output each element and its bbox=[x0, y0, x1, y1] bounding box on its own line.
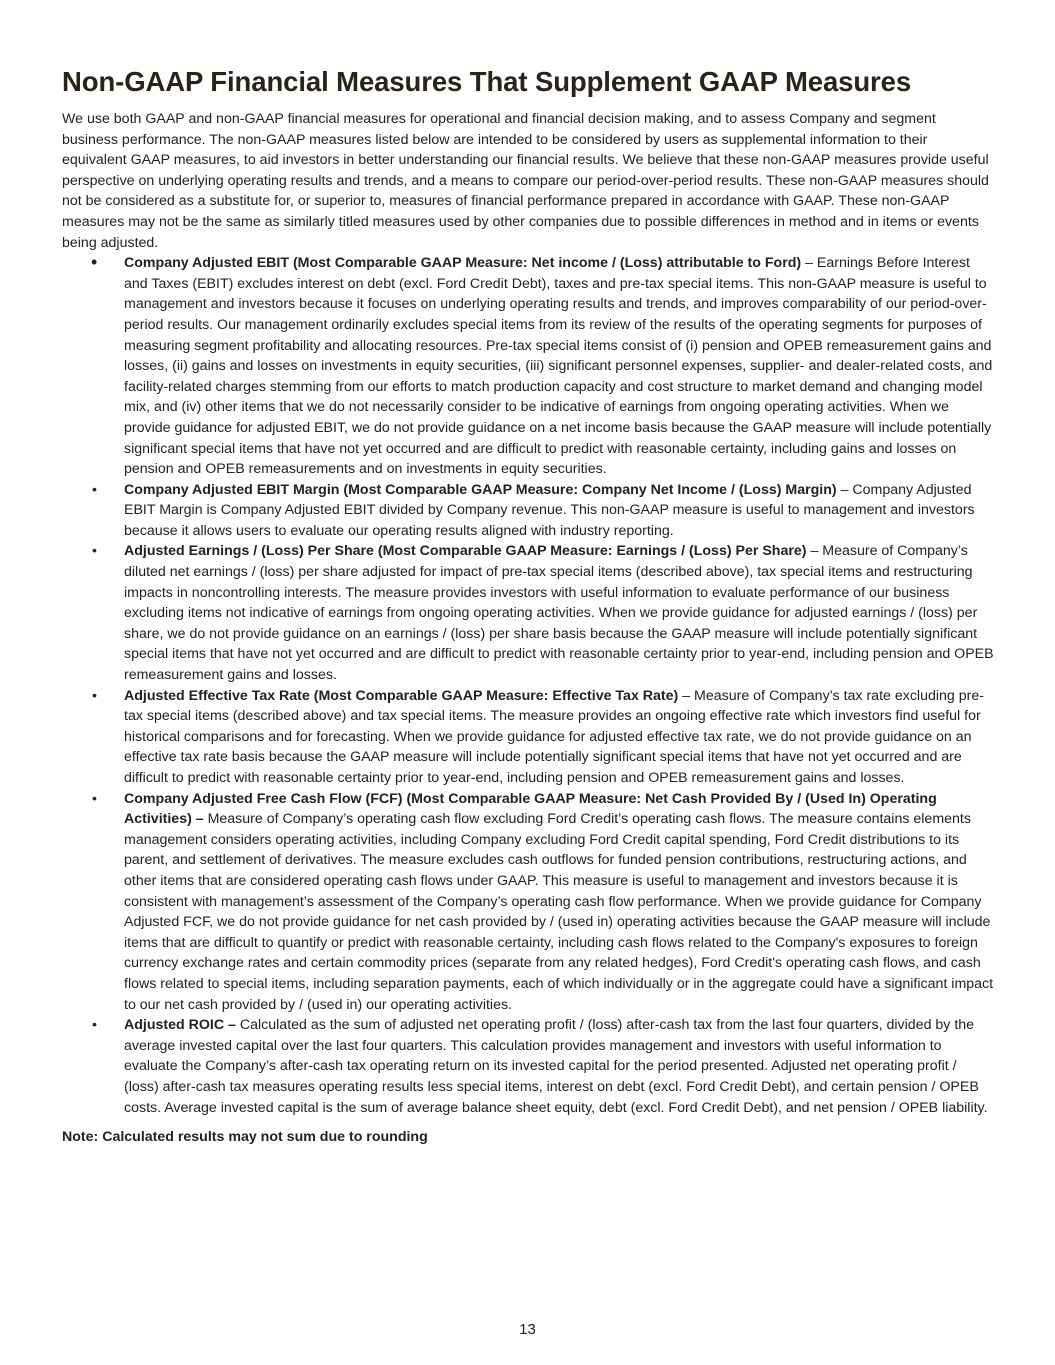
measure-term: Adjusted Earnings / (Loss) Per Share (Most Comparable GAAP Measure: Earnings / (Loss) Per Share) bbox=[124, 543, 807, 560]
page-number: 13 bbox=[519, 1321, 536, 1338]
measure-description: Measure of Company’s operating cash flow excluding Ford Credit’s operating cash flows. The measure contains elements management considers operating activities, including Company excluding Ford Credit capital spending, Ford Credit distributions to its parent, and settlement of derivatives. The measure excludes cash outflows for funded pension contributions, restructuring actions, and other items that are considered operating cash flows under GAAP. This measure is useful to management and investors because it is consistent with management’s assessment of the Company’s operating cash flow performance. When we provide guidance for Company Adjusted FCF, we do not provide guidance for net cash provided by / (used in) operating activities because the GAAP measure will include items that are difficult to quantify or predict with reasonable certainty, including cash flows related to the Company's exposures to foreign currency exchange rates and certain commodity prices (separate from any related hedges), Ford Credit's operating cash flows, and cash flows related to special items, including separation payments, each of which individually or in the aggregate could have a significant impact to our net cash provided by / (used in) our operating activities. bbox=[124, 811, 994, 1013]
measure-description: – Measure of Company’s tax rate excluding pre-tax special items (described above) and tax special items. The measure provides an ongoing effective rate which investors find useful for historical comparisons and for forecasting. When we provide guidance for adjusted effective tax rate, we do not provide guidance on an effective tax rate basis because the GAAP measure will include potentially significant special items that have not yet occurred and are difficult to predict with reasonable certainty prior to year-end, including pension and OPEB remeasurement gains and losses. bbox=[124, 687, 984, 786]
bullet-icon: • bbox=[92, 481, 97, 498]
measure-term: Adjusted Effective Tax Rate (Most Comparable GAAP Measure: Effective Tax Rate) bbox=[124, 687, 679, 704]
measure-item-adjusted-ebit bbox=[62, 253, 994, 480]
bullet-icon: • bbox=[92, 790, 97, 807]
measure-item-adjusted-roic bbox=[62, 1015, 994, 1118]
measure-item-adjusted-tax-rate bbox=[62, 686, 994, 789]
measure-description: – Company Adjusted EBIT Margin is Company Adjusted EBIT divided by Company revenue. This non-GAAP measure is useful to management and investors because it allows users to evaluate our operating results aligned with industry reporting. bbox=[124, 481, 975, 539]
measure-description: – Measure of Company’s diluted net earnings / (loss) per share adjusted for impact of pre-tax special items (described above), tax special items and restructuring impacts in noncontrolling interests. The measure provides investors with useful information to evaluate performance of our business excluding items not indicative of earnings from ongoing operating activities. When we provide guidance for adjusted earnings / (loss) per share, we do not provide guidance on an earnings / (loss) per share basis because the GAAP measure will include potentially significant special items that have not yet occurred and are difficult to predict with reasonable certainty prior to year-end, including pension and OPEB remeasurement gains and losses. bbox=[124, 543, 994, 684]
document-page bbox=[62, 64, 994, 1148]
measure-description: – Earnings Before Interest and Taxes (EBIT) excludes interest on debt (excl. Ford Credit Debt), taxes and pre-tax special items. This non-GAAP measure is useful to management and investors because it focuses on underlying operating results and trends, and improves comparability of our period-over-period results. Our management ordinarily excludes special items from its review of the results of the operating segments for purposes of measuring segment profitability and allocating resources. Pre-tax special items consist of (i) pension and OPEB remeasurement gains and losses, (ii) gains and losses on investments in equity securities, (iii) significant personnel expenses, supplier- and dealer-related costs, and facility-related charges stemming from our efforts to match production capacity and cost structure to market demand and changing model mix, and (iv) other items that we do not necessarily consider to be indicative of earnings from ongoing operating activities. When we provide guidance for adjusted EBIT, we do not provide guidance on a net income basis because the GAAP measure will include potentially significant special items that have not yet occurred and are difficult to predict with reasonable certainty, including gains and losses on pension and OPEB remeasurements and on investments in equity securities. bbox=[124, 255, 993, 478]
page-title: Non-GAAP Financial Measures That Supplement GAAP Measures bbox=[62, 66, 912, 97]
measure-description: Calculated as the sum of adjusted net operating profit / (loss) after-cash tax from the last four quarters, divided by the average invested capital over the last four quarters. This calculation provides management and investors with useful information to evaluate the Company’s after-cash tax operating return on its invested capital for the period presented. Adjusted net operating profit / (loss) after-cash tax measures operating results less special items, interest on debt (excl. Ford Credit Debt), and certain pension / OPEB costs. Average invested capital is the sum of average balance sheet equity, debt (excl. Ford Credit Debt), and net pension / OPEB liability. bbox=[124, 1017, 988, 1116]
measure-term: Adjusted ROIC – bbox=[124, 1017, 236, 1034]
bullet-icon: • bbox=[92, 543, 97, 560]
measure-item-adjusted-fcf bbox=[62, 789, 994, 1016]
bullet-icon: • bbox=[91, 252, 98, 273]
measure-term: Company Adjusted Free Cash Flow (FCF) (Most Comparable GAAP Measure: Net Cash Provided By / (Used In) Operating Activities) – bbox=[124, 790, 937, 828]
measure-item-adjusted-ebit-margin bbox=[62, 480, 994, 542]
measures-list bbox=[62, 253, 994, 1118]
rounding-note: Note: Calculated results may not sum due to rounding bbox=[62, 1129, 428, 1146]
bullet-icon: • bbox=[92, 1017, 97, 1034]
measure-item-adjusted-eps bbox=[62, 541, 994, 685]
measure-term: Company Adjusted EBIT (Most Comparable GAAP Measure: Net income / (Loss) attributable to Ford) bbox=[124, 255, 802, 272]
intro-paragraph: We use both GAAP and non-GAAP financial measures for operational and financial decision making, and to assess Company and segment business performance. The non-GAAP measures listed below are intended to be considered by users as supplemental information to their equivalent GAAP measures, to aid investors in better understanding our financial results. We believe that these non-GAAP measures provide useful perspective on underlying operating results and trends, and a means to compare our period-over-period results. These non-GAAP measures should not be considered as a substitute for, or superior to, measures of financial performance prepared in accordance with GAAP. These non-GAAP measures may not be the same as similarly titled measures used by other companies due to possible differences in method and in items or events being adjusted. bbox=[62, 111, 989, 251]
measure-term: Company Adjusted EBIT Margin (Most Comparable GAAP Measure: Company Net Income / (Loss) Margin) bbox=[124, 481, 837, 498]
bullet-icon: • bbox=[92, 687, 97, 704]
